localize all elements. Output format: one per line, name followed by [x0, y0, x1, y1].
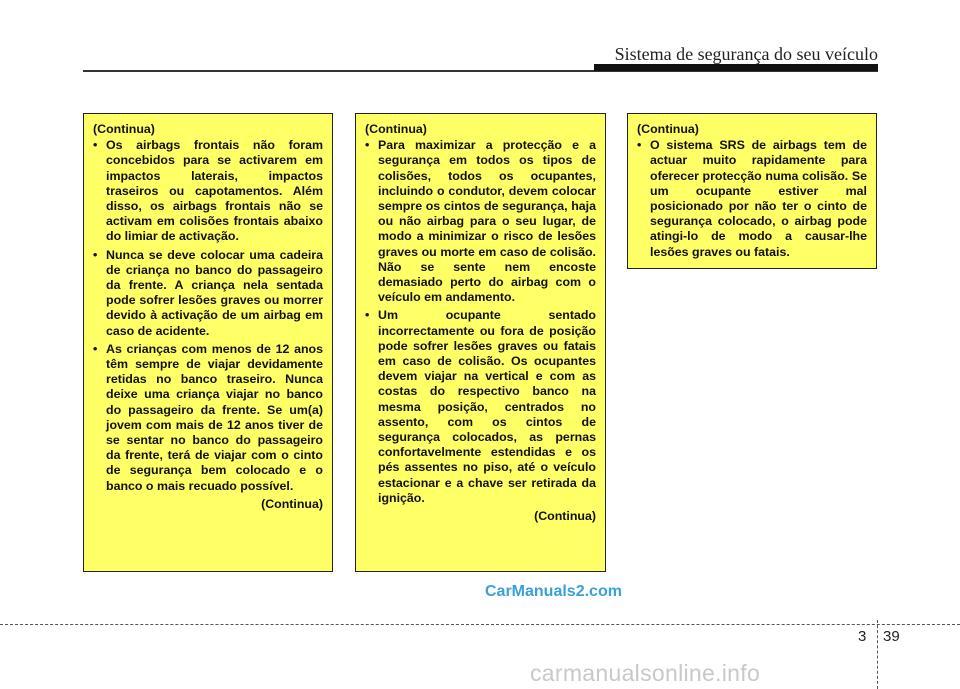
bullet-icon: •	[93, 247, 98, 262]
bullet-icon: •	[93, 341, 98, 356]
warning-box-middle	[355, 113, 606, 572]
list-item	[637, 138, 867, 260]
running-header-title: Sistema de segurança do seu veículo	[614, 44, 878, 64]
bullet-list	[637, 138, 867, 260]
footer-rule	[0, 624, 960, 625]
list-item-text: Os airbags frontais não foram concebidos para se activarem em impactos laterais, impactos traseiros ou capotamentos. Além disso, os airbags frontais não se activam em colisões frontais abaixo do limiar de activação.	[106, 138, 323, 244]
list-item-text: Um ocupante sentado incorrectamente ou fora de posição pode sofrer lesões graves ou fatais em caso de colisão. Os ocupantes devem viajar na vertical e com as costas do respectivo banco na mesma posição, centrados no assento, com os cintos de segurança colocados, as pernas confortavelmente estendidas e os pés assentes no piso, até o veículo estacionar e a chave ser retirada da ignição.	[378, 308, 596, 505]
continued-label-bottom: (Continua)	[534, 509, 596, 524]
list-item	[365, 308, 596, 506]
continued-label-top: (Continua)	[93, 122, 155, 136]
continued-label-top: (Continua)	[365, 122, 427, 136]
bullet-icon: •	[365, 138, 370, 153]
footer-divider	[877, 620, 878, 689]
continued-label-top: (Continua)	[637, 122, 699, 136]
bullet-icon: •	[365, 308, 370, 323]
page-number: 39	[883, 628, 900, 645]
list-item	[93, 342, 323, 494]
list-item-text: O sistema SRS de airbags tem de actuar muito rapidamente para oferecer protecção numa colisão. Se um ocupante estiver mal posicionado por não ter o cinto de segurança colocado, o airbag pode atingi-lo de modo a causar-lhe lesões graves ou fatais.	[650, 138, 867, 259]
list-item-text: As crianças com menos de 12 anos têm sempre de viajar devidamente retidas no banco traseiro. Nunca deixe uma criança viajar no banco do passageiro da frente. Se um(a) jovem com mais de 12 anos tiver de se sentar no banco do passageiro da frente, terá de viajar com o cinto de segurança bem colocado e o banco o mais recuado possível.	[106, 341, 323, 493]
continued-label-bottom: (Continua)	[261, 496, 323, 511]
carmanuals-watermark-link[interactable]: CarManuals2.com	[485, 583, 622, 600]
list-item-text: Para maximizar a protecção e a segurança em todos os tipos de colisões, todos os ocupantes, incluindo o condutor, devem colocar sempre os cintos de segurança, haja ou não airbag para o seu lugar, de modo a minimizar o risco de lesões graves ou morte em caso de colisão. Não se sente nem encoste demasiado perto do airbag com o veículo em andamento.	[378, 138, 596, 305]
list-item	[93, 248, 323, 339]
warning-box-right	[627, 113, 877, 269]
warning-box-left	[83, 113, 333, 572]
header-rule-accent	[594, 64, 878, 71]
list-item	[365, 138, 596, 305]
site-watermark: carmanualsonline.info	[530, 660, 761, 686]
list-item	[93, 138, 323, 244]
bullet-icon: •	[93, 138, 98, 153]
bullet-list	[93, 138, 323, 494]
list-item-text: Nunca se deve colocar uma cadeira de criança no banco do passageiro da frente. A criança nela sentada pode sofrer lesões graves ou morrer devido à activação de um airbag em caso de acidente.	[106, 247, 323, 338]
bullet-list	[365, 138, 596, 506]
chapter-number: 3	[858, 628, 867, 645]
bullet-icon: •	[637, 138, 642, 153]
